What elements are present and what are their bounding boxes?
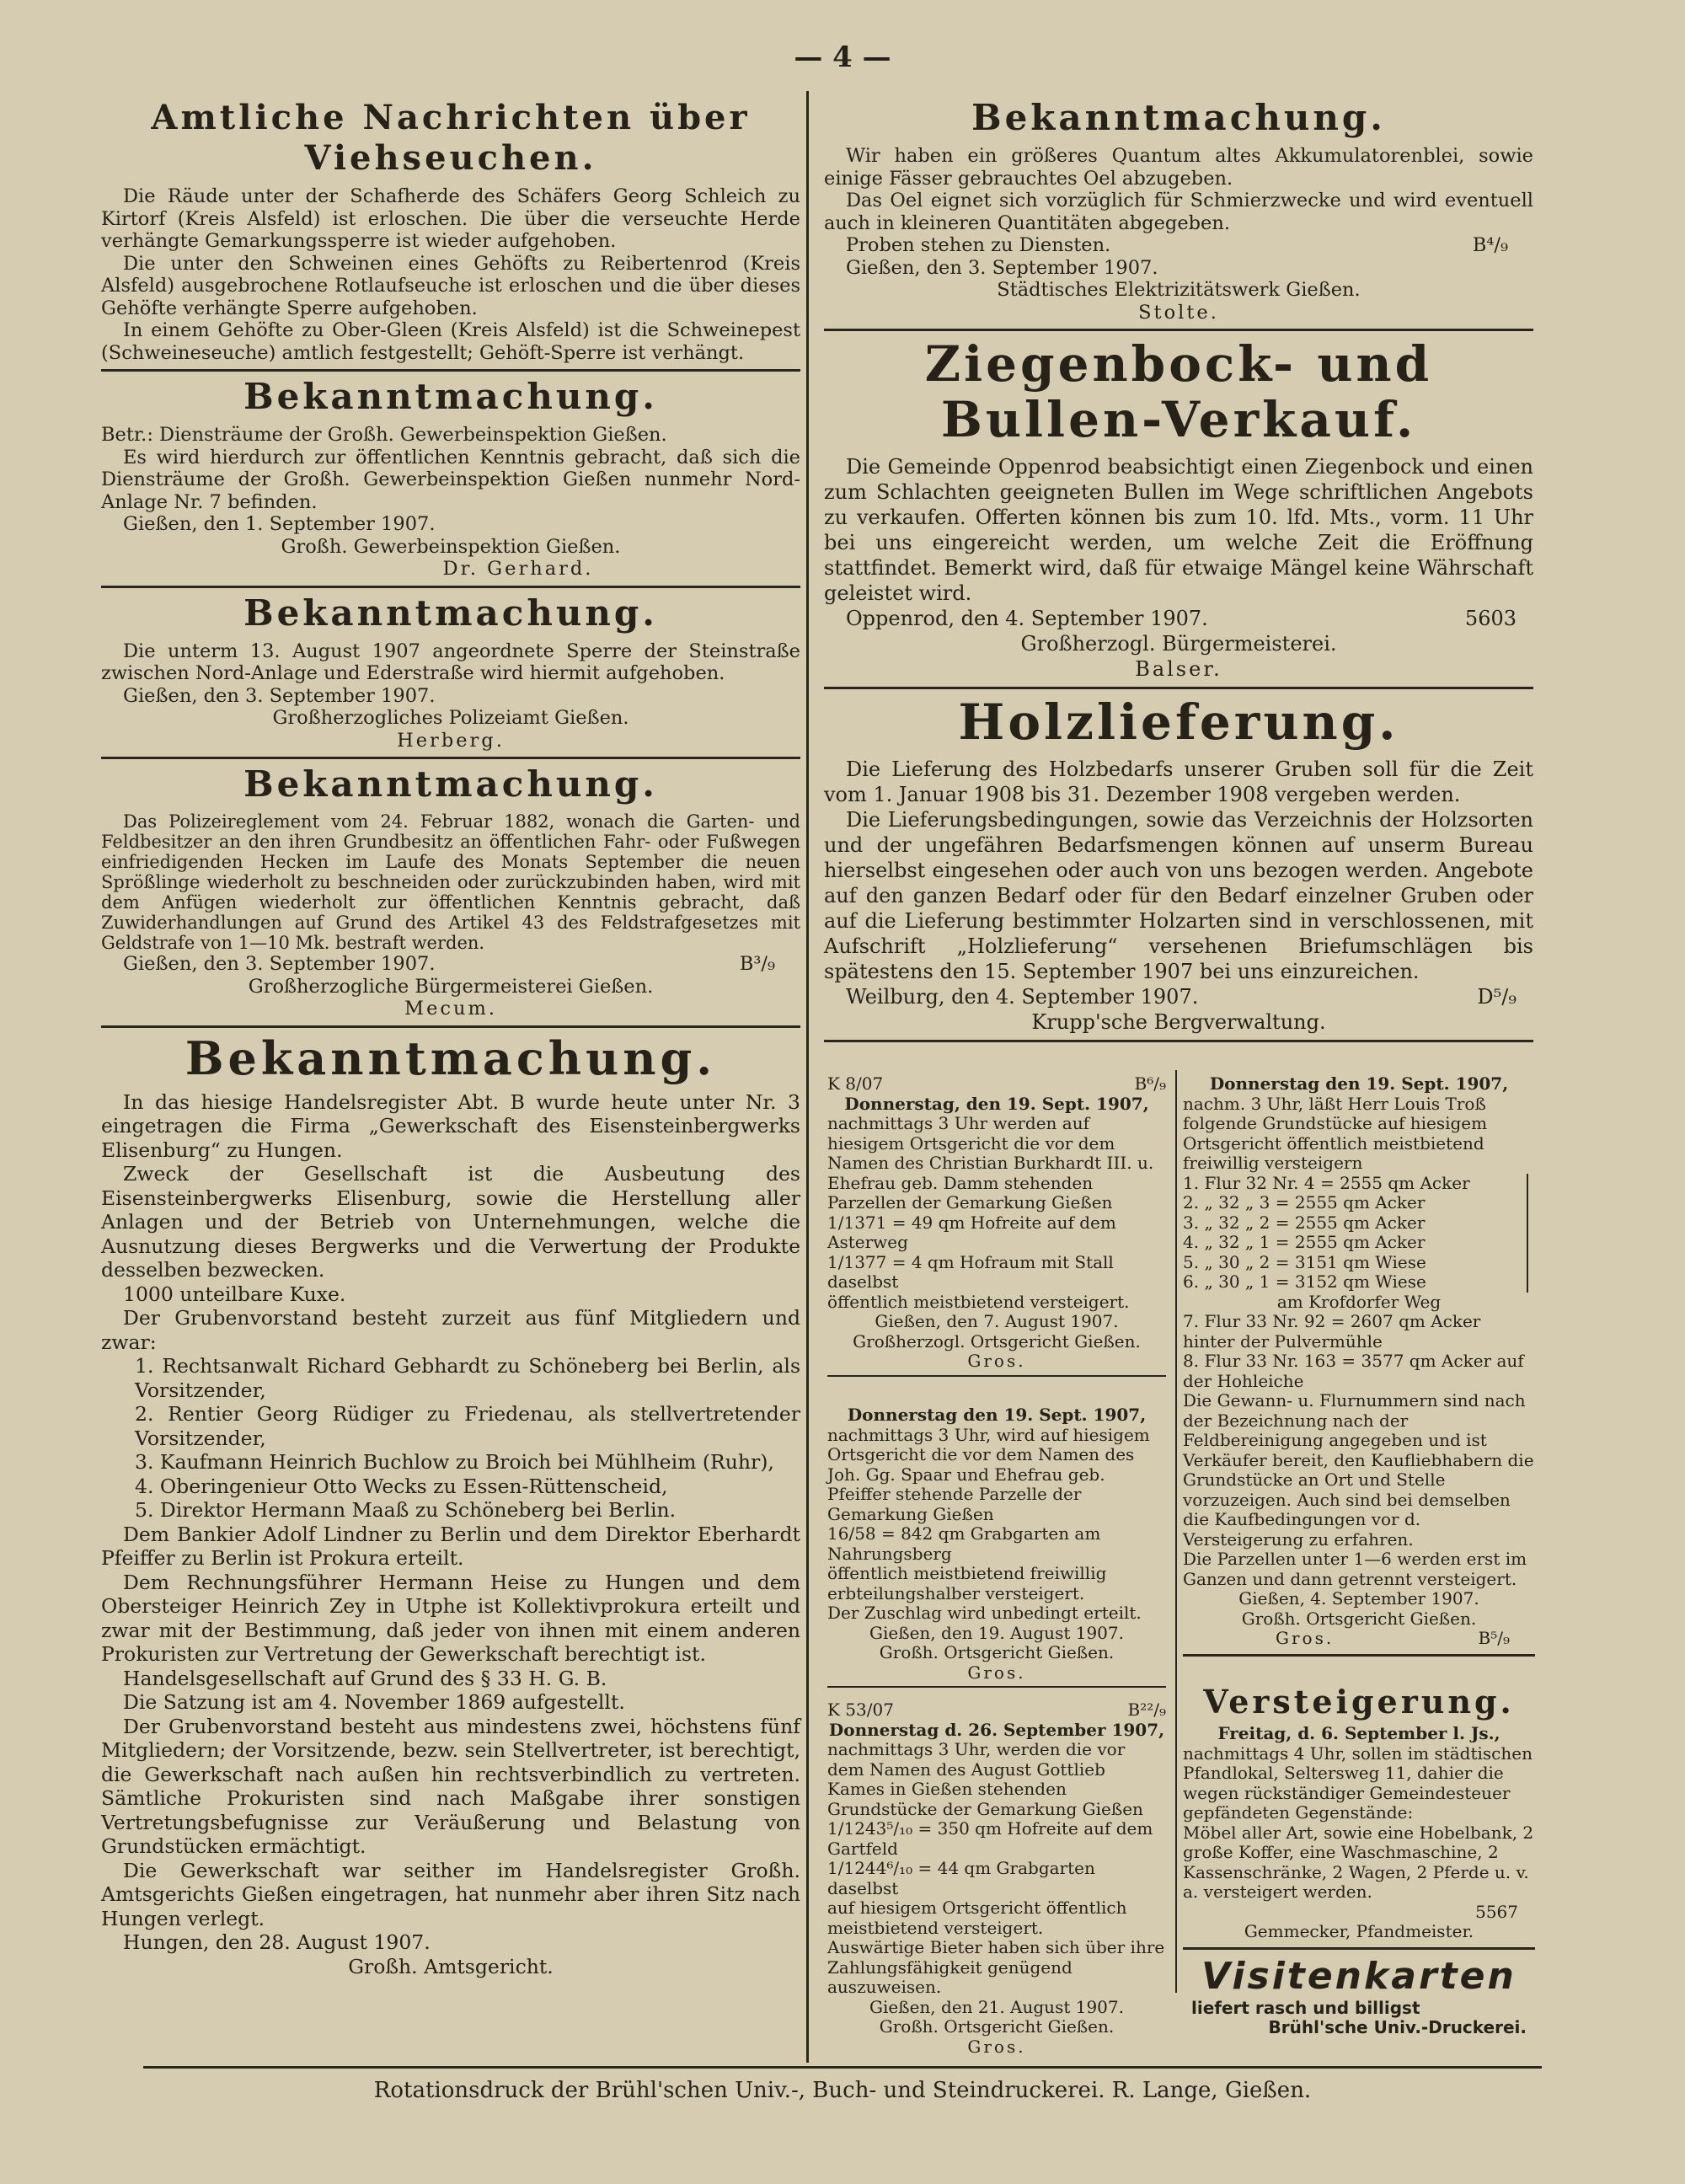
notice-signature: Gros. [967, 1662, 1026, 1683]
notice-item: 1/1243⁵/₁₀ = 350 qm Hofreite auf dem Gartfeld [827, 1818, 1153, 1859]
notice-item: 1/1244⁶/₁₀ = 44 qm Grabgarten daselbst [827, 1858, 1095, 1898]
notice-ziegenbock [824, 336, 1533, 682]
notice-ref-row [827, 1700, 1166, 1721]
notice-date: Gießen, den 3. September 1907. [123, 953, 436, 975]
notice-paragraph: In das hiesige Handelsregister Abt. B wurde heute unter Nr. 3 eingetragen die Firma „Gewerkschaft des Eisensteinbergwerks Elisenburg“ zu Hungen. [101, 1089, 800, 1162]
notice-head: Donnerstag d. 26. September 1907, [828, 1719, 1165, 1740]
parcel-row: 7. Flur 33 Nr. 92 = 2607 qm Acker hinter der Pulvermühle [1183, 1311, 1481, 1352]
notice-paragraph: nachmittags 4 Uhr, sollen im städtischen Pfandlokal, Seltersweg 11, dahier die wegen rückständiger Gemeindesteuer gepfändeten Gegenstände: [1183, 1742, 1533, 1823]
notice-date: Gießen, den 3. September 1907. [123, 684, 436, 707]
notice-subject: Betr.: Diensträume der Großh. Gewerbeinspektion Gießen. [101, 424, 667, 446]
parcel-row: 5. „ 30 „ 2 = 3151 qm Wiese [1183, 1251, 1426, 1272]
notice-title: Versteigerung. [1203, 1683, 1515, 1721]
notice-paragraph: Auswärtige Bieter haben sich über ihre Zahlungsfähigkeit genügend auszuweisen. [827, 1937, 1165, 1997]
notice-item: 16/58 = 842 qm Grabgarten am Nahrungsberg [827, 1523, 1101, 1564]
notice-signature: Dr. Gerhard. [442, 558, 594, 580]
notice-date-row [824, 606, 1533, 631]
notice-mark: B⁵/₉ [1478, 1628, 1510, 1648]
notice-office: Städtisches Elektrizitätswerk Gießen. [997, 279, 1361, 301]
notice-versteigerung-spaar [827, 1405, 1166, 1691]
notice-office: Großh. Ortsgericht Gießen. [879, 1642, 1115, 1662]
parcel-group [1183, 1174, 1528, 1293]
notice-head: Freitag, d. 6. September l. Js., [1217, 1723, 1500, 1743]
notice-title: Bekanntmachung. [243, 592, 658, 634]
right-column [824, 94, 1533, 1047]
notice-versteigerung-burkhardt [827, 1074, 1166, 1380]
notice-date: Gießen, den 3. September 1907. [846, 256, 1158, 279]
ad-firm: Brühl'sche Univ.-Druckerei. [1268, 2017, 1527, 2037]
notice-paragraph: Proben stehen zu Diensten. [846, 234, 1111, 256]
notice-mark: B⁴/₉ [1472, 234, 1508, 256]
notice-gewerbeinspektion [101, 377, 800, 581]
notice-handelsregister [101, 1030, 800, 1979]
notice-date: Oppenrod, den 4. September 1907. [846, 607, 1208, 630]
parcel-row: 3. „ 32 „ 2 = 2555 qm Acker [1183, 1212, 1426, 1233]
notice-signature: Gros. [967, 2036, 1026, 2057]
divider [101, 369, 800, 372]
notice-paragraph: nachmittags 3 Uhr, wird auf hiesigem Ortsgericht die vor dem Namen des Joh. Gg. Spaar und Ehefrau geb. Pfeiffer stehende Parzelle der Gemarkung Gießen [827, 1424, 1150, 1524]
divider [827, 1375, 1166, 1377]
divider [827, 1686, 1166, 1688]
notice-paragraph: In einem Gehöfte zu Ober-Gleen (Kreis Alsfeld) ist die Schweinepest (Schweineseuche) amtlich festgestellt; Gehöft-Sperre ist verhängt. [101, 319, 800, 364]
notice-office: Großherzogliches Polizeiamt Gießen. [272, 707, 629, 729]
notice-date: Gießen, 4. September 1907. [1238, 1588, 1479, 1609]
notice-paragraph: Möbel aller Art, sowie eine Hobelbank, 2 große Koffer, eine Waschmaschine, 2 Kassenschränke, 2 Wagen, 2 Pferde u. v. a. versteigert werden. [1183, 1822, 1534, 1902]
notice-date: Hungen, den 28. August 1907. [123, 1930, 431, 1954]
notice-paragraph: Die Parzellen unter 1—6 werden erst im Ganzen und dann getrennt versteigert. [1183, 1549, 1527, 1589]
notice-paragraph: Die Gewerkschaft war seither im Handelsregister Großh. Amtsgerichts Gießen eingetragen, hat nunmehr aber ihren Sitz nach Hungen verlegt. [101, 1858, 800, 1930]
notice-paragraph: Dem Rechnungsführer Hermann Heise zu Hungen und dem Obersteiger Heinrich Zey in Utphe ist Kollektivprokura erteilt und zwar mit der Bestimmung, daß jeder von ihnen mit einem anderen Prokuristen zur Vertretung der Gewerkschaft berechtigt ist. [101, 1570, 800, 1666]
notice-office: Großh. Gewerbeinspektion Gießen. [281, 535, 621, 558]
parcel-row: 4. „ 32 „ 1 = 2555 qm Acker [1183, 1232, 1426, 1252]
list-item: 3. Kaufmann Heinrich Buchlow zu Broich bei Mühlheim (Ruhr), [135, 1450, 774, 1474]
notice-title: Bekanntmachung. [971, 97, 1386, 138]
notice-date: Gießen, den 7. August 1907. [875, 1311, 1119, 1331]
divider [101, 586, 800, 588]
notice-signature: Balser. [1135, 657, 1222, 681]
notice-ref: K 8/07 [827, 1073, 884, 1094]
notice-office: Großherzogl. Bürgermeisterei. [1020, 632, 1337, 656]
notice-paragraph: 1000 unteilbare Kuxe. [123, 1282, 346, 1306]
notice-versteigerung-kames [827, 1700, 1166, 2057]
notice-paragraph: öffentlich meistbietend freiwillig erbteilungshalber versteigert. [827, 1563, 1107, 1603]
left-column [101, 94, 800, 1978]
notice-paragraph: Die Lieferungsbedingungen, sowie das Verzeichnis der Holzsorten und der ungefähren Bedarfsmengen können auf unserm Bureau hierselbst eingesehen oder auch von uns bezogen werden. Angebote auf den ganzen Bedarf oder für den Bedarf einzelner Gruben oder auf die Lieferung bestimmter Holzarten sind in verschlossenen, mit Aufschrift „Holzlieferung“ versehenen Briefumschlägen bis spätestens den 15. September 1907 bei uns einzureichen. [824, 808, 1533, 983]
notice-office: Großherzogliche Bürgermeisterei Gießen. [248, 975, 654, 998]
notice-paragraph: nachm. 3 Uhr, läßt Herr Louis Troß folgende Grundstücke auf hiesigem Ortsgericht öffentlich meistbietend freiwillig versteigern [1183, 1093, 1488, 1173]
notice-date-row [824, 984, 1533, 1009]
printer-footer: Rotationsdruck der Brühl'schen Univ.-, Buch- und Steindruckerei. R. Lange, Gießen. [373, 2078, 1312, 2103]
notice-paragraph: nachmittags 3 Uhr werden auf hiesigem Ortsgericht die vor dem Namen des Christian Burkhardt III. u. Ehefrau geb. Damm stehenden Parzellen der Gemarkung Gießen [827, 1113, 1154, 1212]
notice-head: Donnerstag, den 19. Sept. 1907, [844, 1093, 1149, 1114]
ad-line: liefert rasch und billigst [1191, 1997, 1420, 2018]
notice-title: Bekanntmachung. [243, 763, 658, 805]
parcel-row: 8. Flur 33 Nr. 163 = 3577 qm Acker auf der Hohleiche [1183, 1351, 1524, 1391]
notice-paragraph: auf hiesigem Ortsgericht öffentlich meistbietend versteigert. [827, 1898, 1127, 1938]
notice-title: Bekanntmachung. [243, 376, 658, 417]
notice-versteigerung-tross [1183, 1074, 1535, 1662]
notice-paragraph: Das Oel eignet sich vorzüglich für Schmierzwecke und wird eventuell auch in kleineren Quantitäten abgegeben. [824, 190, 1533, 234]
notice-steinstrasse [101, 593, 800, 752]
notice-paragraph: Zweck der Gesellschaft ist die Ausbeutung des Eisensteinbergwerks Elisenburg, sowie die Herstellung aller Anlagen und der Betrieb von Unternehmungen, welche die Ausnutzung dieses Bergwerks und die Verwertung der Produkte desselben bezwecken. [101, 1162, 800, 1282]
notice-paragraph: Wir haben ein größeres Quantum altes Akkumulatorenblei, sowie einige Fässer gebrauchtes Oel abzugeben. [824, 145, 1533, 190]
notice-pfandversteigerung [1183, 1684, 1535, 2038]
notice-holzlieferung [824, 694, 1533, 1035]
parcel-location: am Krofdorfer Weg [1276, 1291, 1442, 1312]
board-member-list [101, 1354, 800, 1523]
list-item: 2. Rentier Georg Rüdiger zu Friedenau, als stellvertretender Vorsitzender, [135, 1402, 800, 1450]
notice-signature: Gros. [967, 1351, 1026, 1371]
page-number: — 4 — [794, 40, 891, 74]
notice-signature: Gros. [1276, 1628, 1335, 1648]
notice-mark: B³/₉ [739, 953, 775, 975]
notice-ref: K 53/07 [827, 1700, 894, 1720]
notice-mark: 5603 [1464, 607, 1516, 630]
notice-title: Ziegenbock- und Bullen-Verkauf. [924, 335, 1433, 448]
notice-mark: 5567 [1475, 1901, 1518, 1922]
notice-polizeireglement [101, 764, 800, 1020]
notice-date-row [101, 953, 800, 976]
notice-row [824, 234, 1533, 257]
notice-date: Gießen, den 1. September 1907. [123, 513, 436, 535]
footer-rule [143, 2066, 1542, 2069]
notice-item: 1/1377 = 4 qm Hofraum mit Stall daselbst [827, 1251, 1114, 1292]
notice-paragraph: Die Räude unter der Schafherde des Schäfers Georg Schleich zu Kirtorf (Kreis Alsfeld) ist erloschen. Die über die verseuchte Herde verhängte Gemarkungssperre ist wieder aufgehoben. [101, 185, 800, 252]
notice-paragraph: Die unter den Schweinen eines Gehöfts zu Reibertenrod (Kreis Alsfeld) ausgebrochene Rotlaufseuche ist erloschen und die über dieses Gehöfte verhängte Sperre aufgehoben. [101, 252, 800, 319]
divider [101, 1025, 800, 1028]
notice-paragraph: nachmittags 3 Uhr, werden die vor dem Namen des August Gottlieb Kames in Gießen stehenden Grundstücke der Gemarkung Gießen [827, 1739, 1143, 1819]
notice-paragraph: Der Grubenvorstand besteht zurzeit aus fünf Mitgliedern und zwar: [101, 1306, 800, 1354]
notice-paragraph: Die Gemeinde Oppenrod beabsichtigt einen Ziegenbock und einen zum Schlachten geeigneten Bullen im Wege schriftlichen Angebots zu verkaufen. Offerten können bis zum 10. lfd. Mts., vorm. 11 Uhr bei uns eingereicht werden, um welche Zeit die Eröffnung stattfindet. Bemerkt wird, daß für etwaige Mängel keine Währschaft geleistet wird. [824, 455, 1533, 605]
notice-signature: Herberg. [397, 729, 505, 752]
notice-date: Gießen, den 19. August 1907. [869, 1622, 1124, 1643]
notice-office: Krupp'sche Bergverwaltung. [1031, 1010, 1326, 1034]
notice-signature: Gemmecker, Pfandmeister. [1244, 1921, 1474, 1941]
notice-paragraph: Das Polizeireglement vom 24. Februar 1882, wonach die Garten- und Feldbesitzer an den ihren Grundbesitz an öffentlichen Fahr- oder Fußwegen einfriedigenden Hecken im Laufe des Monats September die neuen Sprößlinge wiederholt zu beschneiden oder zurückzubinden haben, wird mit dem Anfügen wiederholt zur öffentlichen Kenntnis gebracht, daß Zuwiderhandlungen auf Grund des Artikel 43 des Feldstrafgesetzes mit Geldstrafe von 1—10 Mk. bestraft werden. [101, 811, 800, 953]
parcel-row: 6. „ 30 „ 1 = 3152 qm Wiese [1183, 1271, 1426, 1292]
subcolumn-divider [1175, 1070, 1177, 1993]
notice-viehseuchen [101, 98, 800, 364]
notice-mark: D⁵/₉ [1477, 985, 1516, 1009]
notice-head: Donnerstag den 19. Sept. 1907, [847, 1405, 1147, 1425]
notice-title: Amtliche Nachrichten über Viehseuchen. [151, 98, 751, 178]
notice-office: Großh. Ortsgericht Gießen. [1241, 1608, 1477, 1629]
divider [1183, 1654, 1535, 1657]
list-item: 1. Rechtsanwalt Richard Gebhardt zu Schöneberg bei Berlin, als Vorsitzender, [135, 1354, 800, 1402]
column-divider [806, 91, 809, 2063]
notice-head: Donnerstag den 19. Sept. 1907, [1209, 1073, 1509, 1094]
notice-paragraph: Dem Bankier Adolf Lindner zu Berlin und dem Direktor Eberhardt Pfeiffer zu Berlin ist Prokura erteilt. [101, 1522, 800, 1570]
divider [824, 687, 1533, 689]
notice-paragraph: Der Grubenvorstand besteht aus mindestens zwei, höchstens fünf Mitgliedern; der Vorsitzende, bezw. sein Stellvertreter, ist berechtigt, die Gewerkschaft nach außen hin rechtsverbindlich zu vertreten. Sämtliche Prokuristen sind nach Maßgabe ihrer sonstigen Vertretungsbefugnisse zur Veräußerung und Belastung von Grundstücken ermächtigt. [101, 1714, 800, 1858]
notice-mark: B⁶/₉ [1134, 1073, 1166, 1094]
parcel-row: 1. Flur 32 Nr. 4 = 2555 qm Acker [1183, 1172, 1470, 1193]
notice-mark: B²²/₉ [1127, 1700, 1166, 1720]
list-item: 5. Direktor Hermann Maaß zu Schöneberg bei Berlin. [135, 1498, 677, 1522]
notice-item: 1/1371 = 49 qm Hofreite auf dem Asterweg [827, 1212, 1116, 1252]
divider [824, 329, 1533, 331]
divider [1183, 1947, 1535, 1950]
notice-date: Gießen, den 21. August 1907. [869, 1996, 1124, 2017]
notice-office: Großherzogl. Ortsgericht Gießen. [853, 1330, 1141, 1352]
notice-office: Großh. Ortsgericht Gießen. [879, 2016, 1115, 2037]
parcel-row: 2. „ 32 „ 3 = 2555 qm Acker [1183, 1192, 1426, 1212]
notice-paragraph: öffentlich meistbietend versteigert. [827, 1291, 1130, 1312]
notice-paragraph: Die unterm 13. August 1907 angeordnete Sperre der Steinstraße zwischen Nord-Anlage und Ederstraße wird hiermit aufgehoben. [101, 640, 800, 684]
divider [824, 1040, 1533, 1042]
notice-date: Weilburg, den 4. September 1907. [846, 985, 1199, 1009]
notice-akkumulatorenblei [824, 98, 1533, 324]
divider [101, 757, 800, 759]
notice-paragraph: Die Gewann- u. Flurnummern sind nach der Bezeichnung nach der Feldbereinigung angegeben und ist Verkäufer bereit, den Kaufliebhabern die Grundstücke an Ort und Stelle vorzuzeigen. Auch sind bei demselben die Kaufbedingungen vor d. Versteigerung zu erfahren. [1183, 1390, 1534, 1550]
notice-signature-row [1183, 1629, 1535, 1649]
notice-paragraph: Es wird hierdurch zur öffentlichen Kenntnis gebracht, daß sich die Diensträume der Großh. Gewerbeinspektion Gießen nunmehr Nord-Anlage Nr. 7 befinden. [101, 446, 800, 513]
notice-paragraph: Handelsgesellschaft auf Grund des § 33 H. G. B. [123, 1666, 607, 1690]
ad-title: Visitenkarten [1201, 1954, 1516, 1998]
notice-signature: Mecum. [404, 998, 497, 1020]
notice-paragraph: Der Zuschlag wird unbedingt erteilt. [827, 1603, 1142, 1623]
notice-paragraph: Die Satzung ist am 4. November 1869 aufgestellt. [123, 1690, 625, 1714]
list-item: 4. Oberingenieur Otto Wecks zu Essen-Rüttenscheid, [135, 1474, 668, 1498]
notice-title: Holzlieferung. [958, 693, 1399, 751]
notice-paragraph: Die Lieferung des Holzbedarfs unserer Gruben soll für die Zeit vom 1. Januar 1908 bis 31. Dezember 1908 vergeben werden. [824, 757, 1533, 806]
notice-signature: Stolte. [1138, 301, 1219, 324]
notice-office: Großh. Amtsgericht. [348, 1954, 554, 1978]
notice-ref-row [827, 1074, 1166, 1095]
notice-title: Bekanntmachung. [185, 1030, 717, 1085]
